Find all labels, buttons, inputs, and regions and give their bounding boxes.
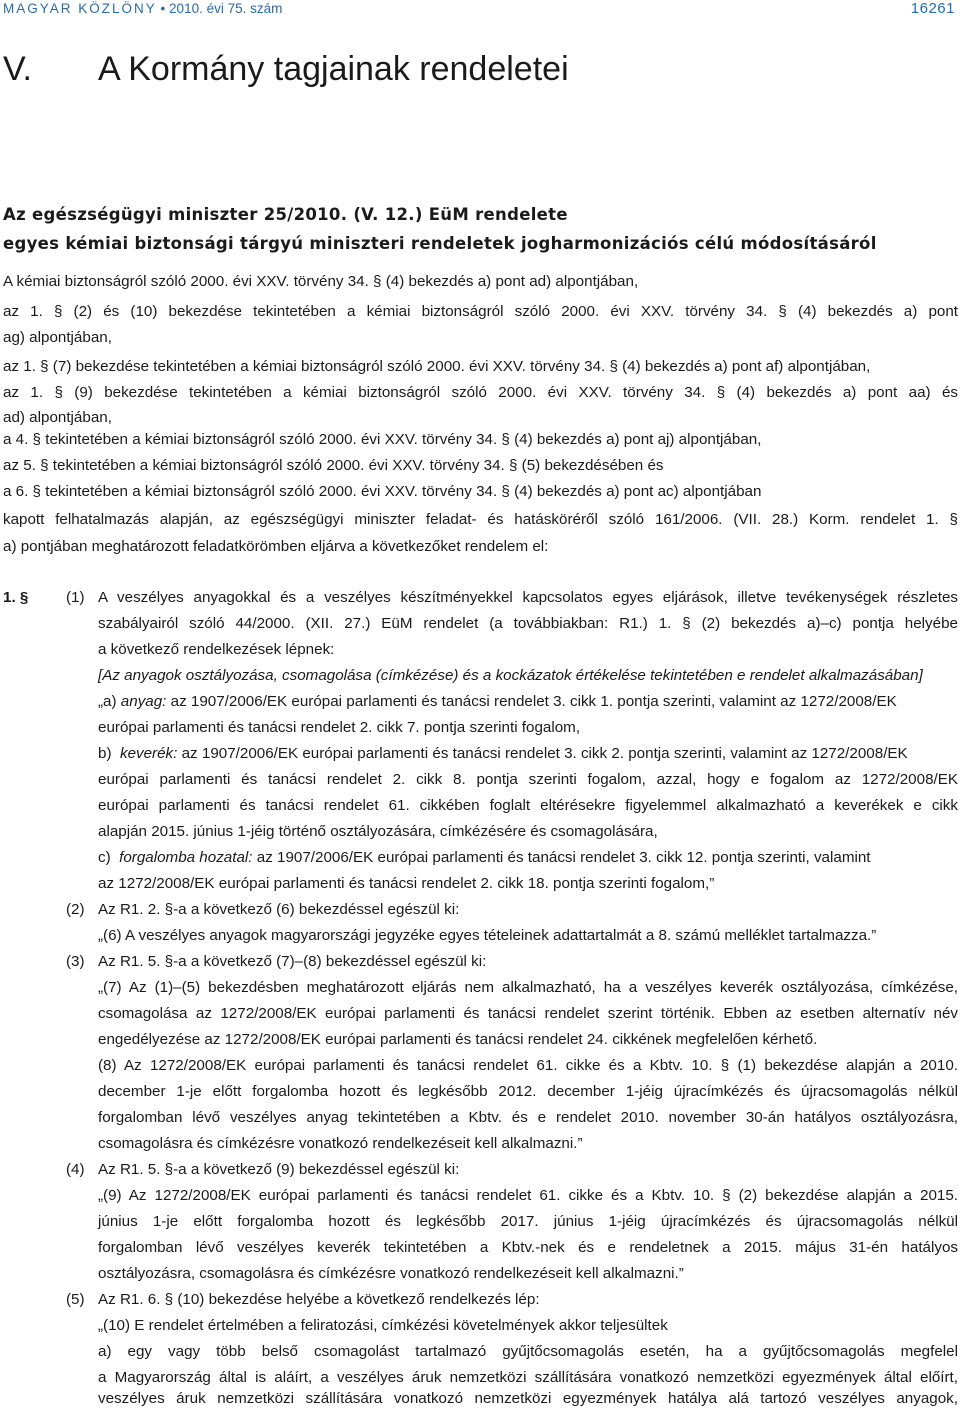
defined-term: forgalomba hozatal: [119,849,253,866]
running-header [3,0,955,18]
body-line: Az R1. 2. §-a a következő (6) bekezdéssel egészül ki: [98,901,460,918]
body-line: az 1272/2008/EK európai parlamenti és tanácsi rendelet 2. cikk 18. pontja szerinti fogalom,” [98,875,715,892]
item-letter: „a) [98,693,117,710]
body-line: osztályozásra, csomagolásra és címkézésre vonatkozó rendelkezéseit kell alkalmazni.” [98,1265,684,1282]
preamble-line: az 1. § (2) és (10) bekezdése tekintetében a kémiai biztonságról szóló 2000. évi XXV. törvény 34. § (4) bekezdés a) pont [3,303,958,320]
decree-title-line: egyes kémiai biztonsági tárgyú miniszteri rendeletek jogharmonizációs célú módosításáról [3,234,877,253]
defined-term: anyag: [120,693,167,710]
body-line: a) egy vagy több belső csomagolást tartalmazó gyűjtőcsomagolás esetén, ha a gyűjtőcsomagolás megfelel [98,1343,958,1360]
chapter-number: V. [3,50,33,88]
journal-name: MAGYAR KÖZLÖNY [3,1,157,16]
body-line: A veszélyes anyagokkal és a veszélyes készítményekkel kapcsolatos egyes eljárások, illetve tevékenységek részletes [98,589,958,606]
body-line: Az R1. 6. § (10) bekezdése helyébe a következő rendelkezés lép: [98,1291,540,1308]
subsection-number: (3) [66,953,85,970]
definition-text: az 1907/2006/EK európai parlamenti és tanácsi rendelet 3. cikk 2. pontja szerinti, valamint az 1272/2008/EK [181,745,908,762]
subsection-number: (4) [66,1161,85,1178]
preamble-line: az 1. § (7) bekezdése tekintetében a kémiai biztonságról szóló 2000. évi XXV. törvény 34. § (4) bekezdés a) pont af) alpontjában, [3,358,871,375]
preamble-line: az 1. § (9) bekezdése tekintetében a kémiai biztonságról szóló 2000. évi XXV. törvény 34. § (4) bekezdés a) pont aa) és [3,384,958,401]
body-line: forgalomban lévő veszélyes anyag tekintetében a Kbtv. és e rendelet 2010. november 30-án hatályos osztályozásra, [98,1109,958,1126]
body-line: június 1-je előtt forgalomba hozott és legkésőbb 2017. június 1-jéig újracímkézés és újracsomagolás nélkül [98,1213,958,1230]
subsection-number: (2) [66,901,85,918]
body-line: Az R1. 5. §-a a következő (9) bekezdéssel egészül ki: [98,1161,460,1178]
body-line: „(7) Az (1)–(5) bekezdésben meghatározott eljárás nem alkalmazható, ha a veszélyes keverék osztályozása, címkézése, [98,979,958,996]
body-line: „(6) A veszélyes anyagok magyarországi jegyzéke egyes tételeinek adattartalmát a 8. számú melléklet tartalmazza.” [98,927,877,944]
body-line: veszélyes áruk nemzetközi szállítására vonatkozó nemzetközi egyezmények hatálya alá tartozó veszélyes anyagok, [98,1390,958,1407]
issue-number: 2010. évi 75. szám [169,1,283,16]
definition-c [98,845,958,871]
page-number: 16261 [910,0,955,17]
item-letter: c) [98,849,111,866]
subsection-number: (5) [66,1291,85,1308]
preamble-line: kapott felhatalmazás alapján, az egészségügyi miniszter feladat- és hatásköréről szóló 161/2006. (VII. 28.) Korm. rendelet 1. § [3,511,958,528]
preamble-line: a 4. § tekintetében a kémiai biztonságról szóló 2000. évi XXV. törvény 34. § (4) bekezdés a) pont aj) alpontjában, [3,431,762,448]
chapter-title: A Kormány tagjainak rendeletei [98,50,569,88]
section-number: 1. § [3,589,29,606]
body-line: csomagolása az 1272/2008/EK európai parlamenti és tanácsi rendelet szerint történik. Ebben az esetben alternatív név [98,1005,958,1022]
chapter-heading [3,44,903,94]
preamble-line: ad) alpontjában, [3,409,112,426]
preamble-line: ag) alpontjában, [3,329,112,346]
body-line: a Magyarország által is aláírt, a veszélyes áruk nemzetközi szállítására vonatkozó nemzetközi egyezmények által előírt, [98,1369,958,1386]
body-line: európai parlamenti és tanácsi rendelet 61. cikkében foglalt eltérésekre figyelemmel alkalmazható a keverékek e cikk [98,797,958,814]
subsection-number: (1) [66,589,85,606]
body-line: alapján 2015. június 1-jéig történő osztályozására, címkézésére és csomagolására, [98,823,658,840]
body-line: (8) Az 1272/2008/EK európai parlamenti és tanácsi rendelet 61. cikke és a Kbtv. 10. § (1) bekezdése alapján a 2010. [98,1057,958,1074]
defined-term: keverék: [119,745,178,762]
body-line: „(9) Az 1272/2008/EK európai parlamenti és tanácsi rendelet 61. cikke és a Kbtv. 10. § (2) bekezdése alapján a 2015. [98,1187,958,1204]
body-line: európai parlamenti és tanácsi rendelet 2. cikk 7. pontja szerinti fogalom, [98,719,581,736]
body-line: csomagolásra és címkézésre vonatkozó rendelkezéseit kell alkalmazni.” [98,1135,583,1152]
preamble-line: a) pontjában meghatározott feladatkörömben eljárva a következőket rendelem el: [3,538,549,555]
preamble-line: a 6. § tekintetében a kémiai biztonságról szóló 2000. évi XXV. törvény 34. § (4) bekezdés a) pont ac) alpontjában [3,483,762,500]
body-line: Az R1. 5. §-a a következő (7)–(8) bekezdéssel egészül ki: [98,953,487,970]
decree-title [3,200,943,258]
body-line: a következő rendelkezések lépnek: [98,641,335,658]
definition-text: az 1907/2006/EK európai parlamenti és tanácsi rendelet 3. cikk 1. pontja szerinti, valamint az 1272/2008/EK [170,693,897,710]
bracket-note: [Az anyagok osztályozása, csomagolása (címkézése) és a kockázatok értékelése tekintetében e rendelet alkalmazásában] [98,667,923,684]
decree-title-line: Az egészségügyi miniszter 25/2010. (V. 12.) EüM rendelete [3,205,568,224]
definition-b [98,741,958,767]
journal-issue [3,0,282,18]
body-line: szabályairól szóló 44/2000. (XII. 27.) EüM rendelet (a továbbiakban: R1.) 1. § (2) bekezdés a)–c) pontja helyébe [98,615,958,632]
body-line: európai parlamenti és tanácsi rendelet 2. cikk 8. pontja szerinti fogalom, azzal, hogy e fogalom az 1272/2008/EK [98,771,958,788]
body-line: „(10) E rendelet értelmében a feliratozási, címkézési követelmények akkor teljesültek [98,1317,668,1334]
header-bullet: • [160,1,166,16]
preamble-line: az 5. § tekintetében a kémiai biztonságról szóló 2000. évi XXV. törvény 34. § (5) bekezdésében és [3,457,664,474]
definition-a [98,689,958,715]
item-letter: b) [98,745,112,762]
body-line: december 1-je előtt forgalomba hozott és legkésőbb 2012. december 1-jéig újracímkézés és újracsomagolás nélkül [98,1083,958,1100]
definition-text: az 1907/2006/EK európai parlamenti és tanácsi rendelet 3. cikk 12. pontja szerinti, valamint [256,849,871,866]
body-line: engedélyezése az 1272/2008/EK európai parlamenti és tanácsi rendelet 24. cikkének megfelelően kérhető. [98,1031,818,1048]
body-line: forgalomban lévő veszélyes keverék tekintetében a Kbtv.-nek és e rendeletnek a 2015. május 31-én hatályos [98,1239,958,1256]
preamble-line: A kémiai biztonságról szóló 2000. évi XXV. törvény 34. § (4) bekezdés a) pont ad) alpontjában, [3,273,639,290]
